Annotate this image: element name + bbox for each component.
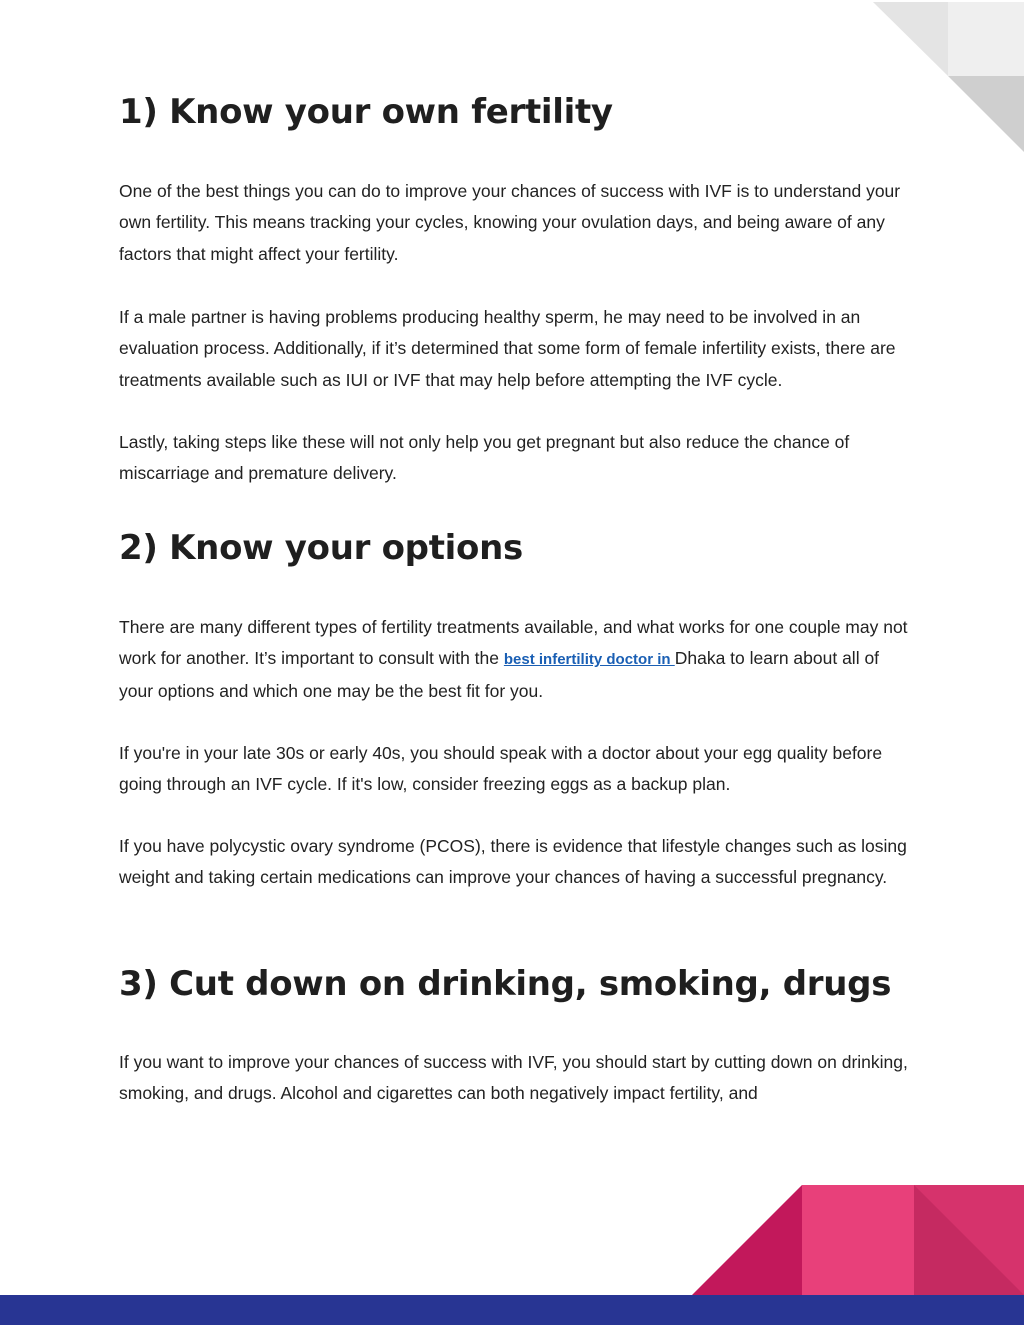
paragraph-understand-fertility: One of the best things you can do to improve your chances of success with IVF is to understand your own fertility. This means tracking your cycles, knowing your ovulation days, and being aware of any factors that might affect your fertility. [119,181,901,264]
infertility-doctor-link[interactable]: best infertility doctor in [503,651,675,669]
paragraph-lastly: Lastly, taking steps like these will not only help you get pregnant but also reduce the chance of miscarriage and premature delivery. [119,432,850,484]
paragraph-treatment-types [119,612,909,707]
section-heading-know-your-fertility: 1) Know your own fertility [119,92,613,132]
corner-decoration-top-right [870,0,1024,155]
corner-decoration-bottom-right [692,1185,1024,1295]
section-heading-cut-down: 3) Cut down on drinking, smoking, drugs [119,964,892,1004]
footer-band [0,1295,1024,1325]
section-heading-know-your-options: 2) Know your options [119,528,523,568]
paragraph-text-before-link: There are many different types of fertility treatments available, and what works for one couple may not work for another. It’s important to consult with the [119,617,908,669]
paragraph-pcos: If you have polycystic ovary syndrome (PCOS), there is evidence that lifestyle changes such as losing weight and taking certain medications can improve your chances of having a successful pregnancy. [119,836,907,888]
paragraph-cut-down-drinking: If you want to improve your chances of success with IVF, you should start by cutting down on drinking, smoking, and drugs. Alcohol and cigarettes can both negatively impact fertility, and [119,1052,908,1104]
paragraph-egg-quality: If you're in your late 30s or early 40s, you should speak with a doctor about your egg quality before going through an IVF cycle. If it's low, consider freezing eggs as a backup plan. [119,743,883,795]
paragraph-text-after-link: Dhaka to learn about all of your options and which one may be the best fit for you. [119,648,880,701]
paragraph-male-partner: If a male partner is having problems producing healthy sperm, he may need to be involved in an evaluation process. Additionally, if it’s determined that some form of female infertility exists, there are treatments available such as IUI or IVF that may help before attempting the IVF cycle. [119,307,896,390]
